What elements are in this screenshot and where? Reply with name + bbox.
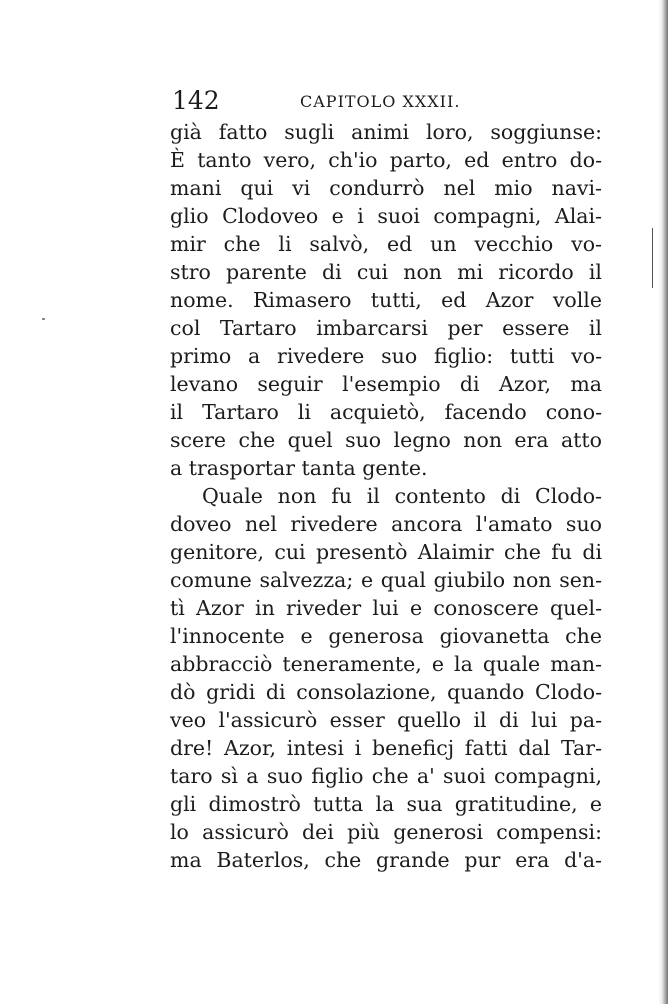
text-line: mani qui vi condurrò nel mio navi- [170,176,602,200]
text-line: mir che li salvò, ed un vecchio vo- [170,232,602,256]
text-line: gli dimostrò tutta la sua gratitudine, e [170,792,602,816]
text-line: Quale non fu il contento di Clodo- [202,484,602,508]
text-line: tì Azor in riveder lui e conoscere quel- [170,596,602,620]
binding-edge-mark [652,228,653,288]
text-line: levano seguir l'esempio di Azor, ma [170,372,602,396]
text-line: comune salvezza; e qual giubilo non sen- [170,568,602,592]
text-line: a trasportar tanta gente. [170,456,428,480]
text-line: È tanto vero, ch'io parto, ed entro do- [170,148,602,172]
chapter-heading: CAPITOLO XXXII. [300,92,461,111]
text-line: ma Baterlos, che grande pur era d'a- [170,848,602,872]
text-line: dre! Azor, intesi i beneficj fatti dal Tar- [170,736,602,760]
text-line: col Tartaro imbarcarsi per essere il [170,316,602,340]
text-line: primo a rivedere suo figlio: tutti vo- [170,344,602,368]
text-line: doveo nel rivedere ancora l'amato suo [170,512,602,536]
text-line: stro parente di cui non mi ricordo il [170,260,602,284]
text-line: dò gridi di consolazione, quando Clodo- [170,680,602,704]
text-line: veo l'assicurò esser quello il di lui pa- [170,708,602,732]
running-head [172,86,492,116]
text-line: glio Clodoveo e i suoi compagni, Alai- [170,204,602,228]
text-line: taro sì a suo figlio che a' suoi compagni, [170,764,602,788]
text-line: l'innocente e generosa giovanetta che [170,624,602,648]
text-line: scere che quel suo legno non era atto [170,428,602,452]
page-edge-shadow [658,0,668,1004]
text-line: già fatto sugli animi loro, soggiunse: [170,120,602,144]
text-line: il Tartaro li acquietò, facendo cono- [170,400,602,424]
text-line: nome. Rimasero tutti, ed Azor volle [170,288,602,312]
paper-speck [42,318,45,320]
page-number: 142 [172,86,220,115]
text-line: genitore, cui presentò Alaimir che fu di [170,540,602,564]
text-line: abbracciò teneramente, e la quale man- [170,652,602,676]
text-line: lo assicurò dei più generosi compensi: [170,820,602,844]
